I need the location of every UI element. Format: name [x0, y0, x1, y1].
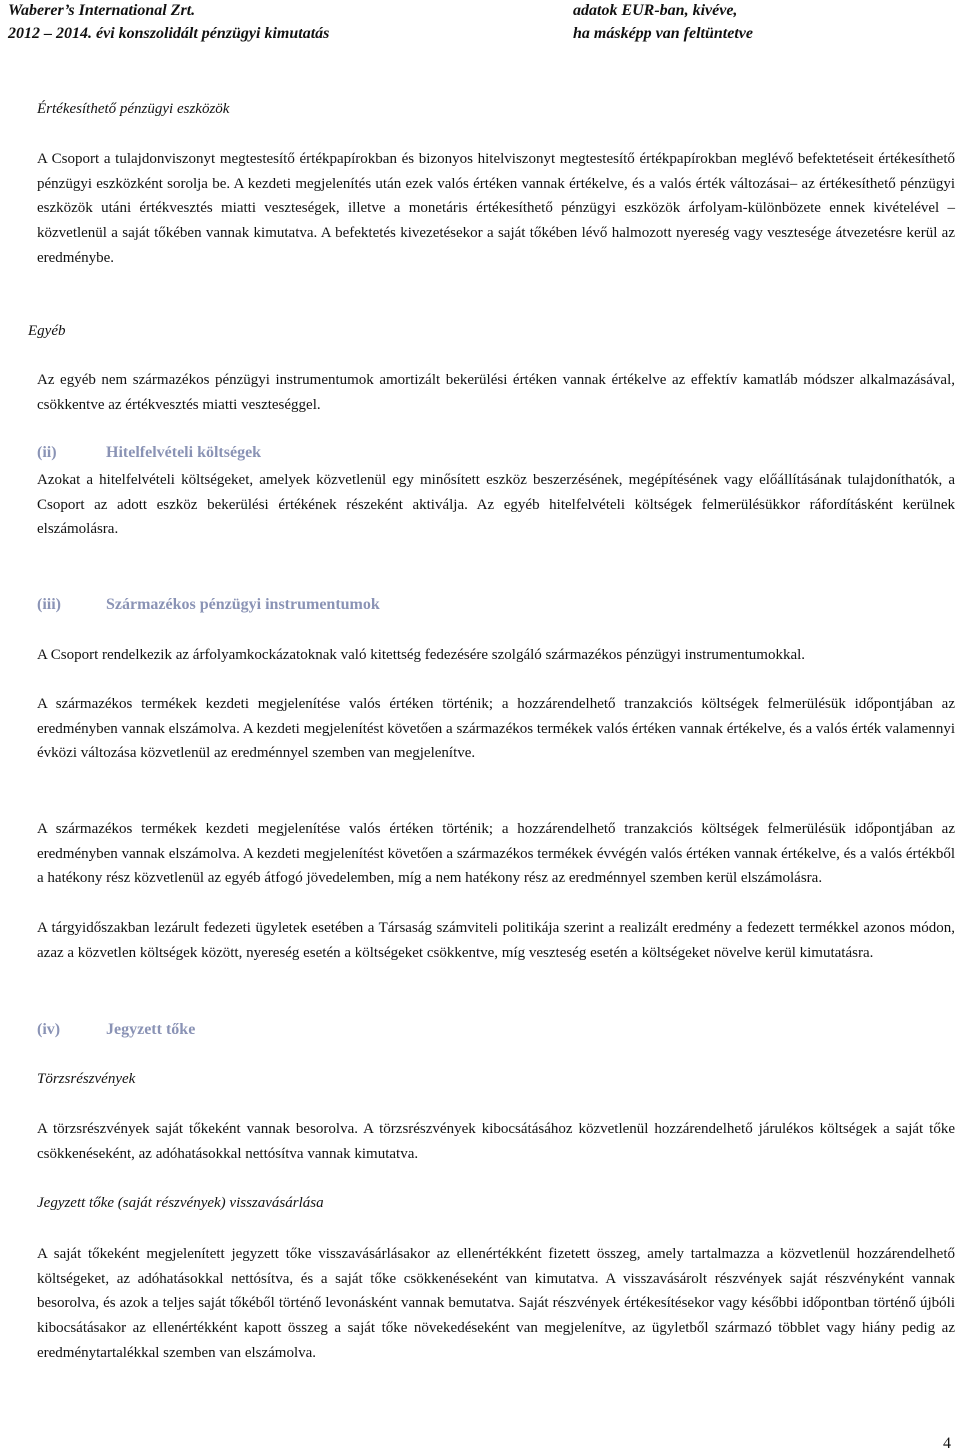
derivatives-paragraph-3: A származékos termékek kezdeti megjelenítése valós értéken történik; a hozzárendelhető tranzakciós költségek felmerülésük időpontjában az eredményben vannak elszámolva. A kezdeti megjelenítést követően a származékos termékek évvégén valós értéken vannak értékelve, és a valós értékből a hatékony rész közvetlenül az egyéb átfogó jövedelemben, míg a nem hatékony rész az eredménnyel szemben kerül elszámolásra. — [37, 821, 955, 887]
derivatives-heading: Származékos pénzügyi instrumentumok — [106, 596, 380, 613]
borrowing-paragraph: Azokat a hitelfelvételi költségeket, amelyek közvetlenül egy minősített eszköz beszerzésének, megépítésének vagy előállításának tulajdoníthatók, a Csoport az adott eszköz bekerülési értékének részeként aktiválja. Az egyéb hitelfelvételi költségek felmerülésükkor ráfordításként kerülnek elszámolásra. — [37, 472, 955, 538]
afs-paragraph: A Csoport a tulajdonviszonyt megtestesítő értékpapírokban és bizonyos hitelviszonyt megtestesítő értékpapírokban meglévő befektetéseit értékesíthető pénzügyi eszközként sorolja be. A kezdeti megjelenítés után ezek valós értéken vannak értékelve, és a valós érték változásai– az értékesíthető pénzügyi eszközök utáni értékvesztés miatti veszteségek, illetve a monetáris értékesíthető pénzügyi eszközök árfolyam-különbözete ennek kivételével – közvetlenül a saját tőkében vannak kimutatva. A befektetés kivezetésekor a saját tőkében lévő halmozott nyereség vagy vesztesége átvezetésre kerül az eredménybe. — [37, 151, 955, 266]
ordinary-shares-title: Törzsrészvények — [37, 1071, 136, 1087]
treasury-shares-title: Jegyzett tőke (saját részvények) visszavásárlása — [37, 1195, 324, 1211]
currency-note-cont: ha másképp van feltüntetve — [573, 25, 753, 42]
derivatives-paragraph-1: A Csoport rendelkezik az árfolyamkockázatoknak való kitettség fedezésére szolgáló származékos pénzügyi instrumentumokkal. — [37, 647, 806, 663]
section-number-iii: (iii) — [37, 596, 61, 613]
derivatives-paragraph-4: A tárgyidőszakban lezárult fedezeti ügyletek esetében a Társaság számviteli politikája szerint a realizált eredmény a fedezett termékkel azonos módon, azaz a közvetlen költségek között, nyereség esetén a költségeket csökkentve, míg veszteség esetén a költségeket növelve kerül kimutatásra. — [37, 920, 955, 961]
other-title: Egyéb — [28, 323, 66, 339]
share-capital-heading: Jegyzett tőke — [106, 1021, 196, 1038]
company-name: Waberer’s International Zrt. — [8, 2, 196, 19]
page-number: 4 — [943, 1435, 951, 1452]
section-number-ii: (ii) — [37, 444, 57, 461]
treasury-shares-paragraph: A saját tőkeként megjelenített jegyzett tőke visszavásárlásakor az ellenértékként fizetett összeg, amely tartalmazza a közvetlenül hozzárendelhető költségeket, az adóhatásokkal nettósítva, és a saját tőke csökkenéseként van kimutatva. A visszavásárolt részvények saját részvényként vannak besorolva, és azok a teljes saját tőkéből történő levonásként vannak bemutatva. Saját részvények értékesítésekor vagy későbbi időpontban történő újbóli kibocsátásakor az ellenértékként kapott összeg a saját tőke növekedéseként van megjelenítve, az ügyletből származó többlet vagy hiány pedig az eredménytartalékkal szemben van elszámolva. — [37, 1246, 955, 1361]
section-number-iv: (iv) — [37, 1021, 61, 1038]
ordinary-shares-paragraph: A törzsrészvények saját tőkeként vannak besorolva. A törzsrészvények kibocsátásához közvetlenül hozzárendelhető járulékos költségek a saját tőke csökkenéseként, az adóhatásokkal nettósítva vannak kimutatva. — [37, 1121, 955, 1162]
borrowing-costs-heading: Hitelfelvételi költségek — [106, 444, 262, 461]
afs-title: Értékesíthető pénzügyi eszközök — [37, 101, 230, 117]
other-paragraph: Az egyéb nem származékos pénzügyi instrumentumok amortizált bekerülési értéken vannak értékelve az effektív kamatláb módszer alkalmazásával, csökkentve az értékvesztés miatti veszteséggel. — [37, 372, 955, 413]
currency-note: adatok EUR-ban, kivéve, — [573, 2, 738, 19]
derivatives-paragraph-2: A származékos termékek kezdeti megjelenítése valós értéken történik; a hozzárendelhető tranzakciós költségek felmerülésük időpontjában az eredményben vannak elszámolva. A kezdeti megjelenítést követően a származékos termékek valós értéken vannak értékelve, és a valós érték valamennyi évközi változása közvetlenül az eredménnyel szemben van megjelenítve. — [37, 696, 955, 762]
report-period: 2012 – 2014. évi konszolidált pénzügyi kimutatás — [8, 25, 330, 42]
